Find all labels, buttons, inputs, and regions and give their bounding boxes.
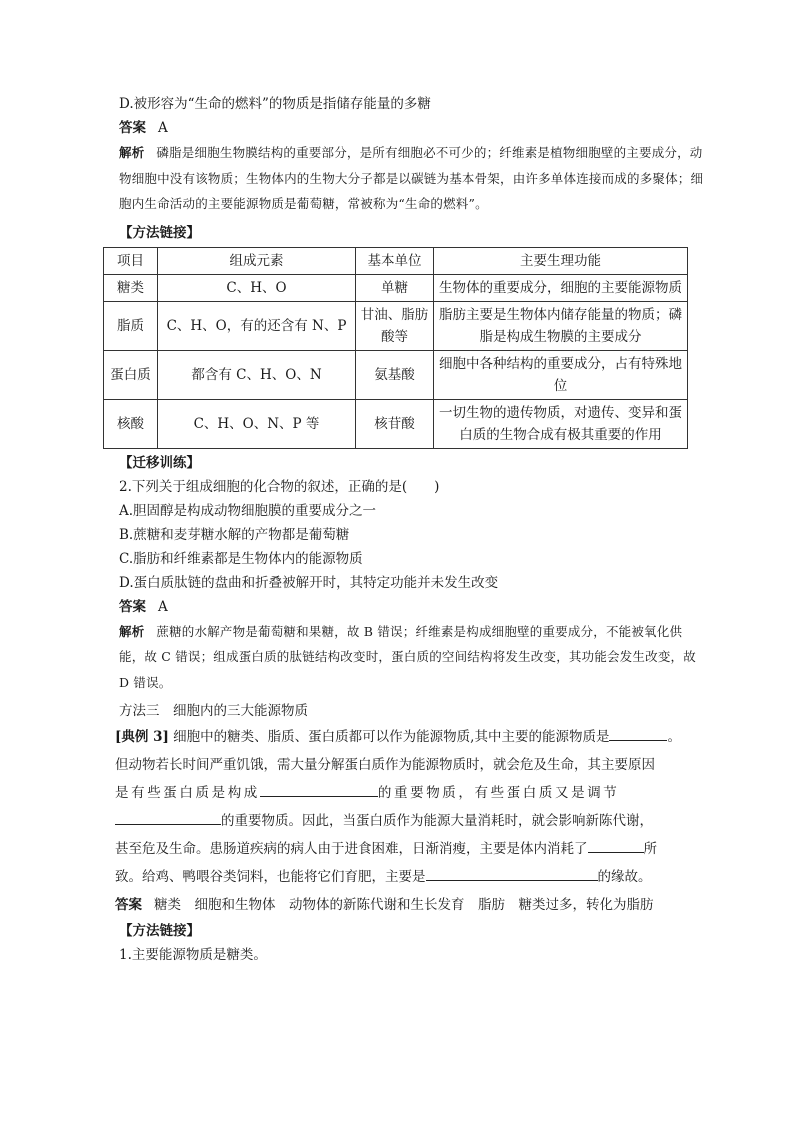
analysis-label: 解析 (119, 623, 145, 639)
example-text: 所 (643, 841, 657, 857)
table-cell: 糖类 (104, 274, 158, 301)
table-cell: C、H、O、N、P 等 (158, 399, 356, 448)
table-header-cell: 主要生理功能 (434, 247, 688, 274)
table-cell: 细胞中各种结构的重要成分，占有特殊地位 (434, 350, 688, 399)
table-row (104, 301, 688, 350)
example-label: [典例 3] (115, 729, 169, 745)
table-row (104, 399, 688, 448)
answer-value: 细胞和生物体 (194, 897, 276, 913)
answer-value: 动物体的新陈代谢和生长发育 (289, 897, 465, 913)
example-text: 致。给鸡、鸭喂谷类饲料，也能将它们育肥，主要是 (115, 869, 426, 885)
analysis-text: 蔗糖的水解产物是葡萄糖和果糖，故 B 错误；纤维素是构成细胞壁的重要成分，不能被氧化供能，故 C 错误；组成蛋白质的肽链结构改变时，蛋白质的空间结构将发生改变，其功能会发生改变，故 D 错误。 (119, 623, 696, 690)
answer-label: 答案 (119, 120, 146, 136)
fill-blank (260, 781, 378, 797)
analysis-text: 磷脂是细胞生物膜结构的重要部分，是所有细胞必不可少的；纤维素是植物细胞壁的主要成分，动物细胞中没有该物质；生物体内的生物大分子都是以碳链为基本骨架，由许多单体连接而成的多聚体；细胞内生命活动的主要能源物质是葡萄糖，常被称为“生命的燃料”。 (119, 145, 704, 211)
answer-value: 糖类 (154, 897, 181, 913)
table-cell: 都含有 C、H、O、N (158, 350, 356, 399)
example-line (115, 863, 685, 891)
example-text: 细胞中的糖类、脂质、蛋白质都可以作为能源物质,其中主要的能源物质是 (173, 729, 610, 745)
option-d: D.蛋白质肽链的盘曲和折叠被解开时，其特定功能并未发生改变 (119, 574, 499, 591)
document-page (110, 92, 705, 967)
answer-line (119, 116, 705, 140)
answer-line (119, 595, 705, 619)
example-text: 。 (667, 729, 681, 745)
example-line (115, 723, 685, 751)
table-cell: 甘油、脂肪酸等 (356, 301, 434, 350)
example-3-paragraph (115, 723, 685, 919)
answer-value: A (158, 120, 168, 136)
fill-blank (588, 837, 644, 853)
option-d: D.被形容为“生命的燃料”的物质是指储存能量的多糖 (119, 96, 431, 112)
method-link-heading: 【方法链接】 (119, 224, 200, 241)
table-row (104, 274, 688, 301)
fill-blank (609, 725, 667, 741)
example-line (115, 779, 685, 807)
table-header-cell: 基本单位 (356, 247, 434, 274)
example-text: 的重要物质，有些蛋白质又是调节 (377, 785, 620, 801)
option-a: A.胆固醇是构成动物细胞膜的重要成分之一 (119, 502, 377, 519)
analysis-label: 解析 (119, 145, 145, 160)
example-text: 是有些蛋白质是构成 (115, 785, 260, 801)
table-cell: 脂肪主要是生物体内储存能量的物质；磷脂是构成生物膜的主要成分 (434, 301, 688, 350)
fill-blank (426, 865, 598, 881)
analysis-block (119, 140, 705, 217)
table-header-cell: 组成元素 (158, 247, 356, 274)
example-line: 但动物若长时间严重饥饿，需大量分解蛋白质作为能源物质时，就会危及生命，其主要原因 (115, 757, 655, 773)
table-cell: 脂质 (104, 301, 158, 350)
analysis-block (119, 619, 705, 696)
table-cell: C、H、O (158, 274, 356, 301)
answer-value: 糖类过多，转化为脂肪 (518, 897, 654, 913)
table-header-cell: 项目 (104, 247, 158, 274)
answer-line (115, 891, 685, 919)
table-cell: 生物体的重要成分，细胞的主要能源物质 (434, 274, 688, 301)
answer-label: 答案 (115, 897, 142, 913)
table-row (104, 350, 688, 399)
method-link-heading: 【方法链接】 (119, 923, 200, 939)
table-cell: 核苷酸 (356, 399, 434, 448)
table-cell: C、H、O，有的还含有 N、P (158, 301, 356, 350)
example-text: 的缘故。 (597, 869, 652, 885)
compound-table (103, 247, 688, 449)
fill-blank (115, 809, 221, 825)
answer-label: 答案 (119, 598, 146, 615)
table-header-row (104, 247, 688, 274)
option-b: B.蔗糖和麦芽糖水解的产物都是葡萄糖 (119, 526, 350, 543)
example-line (115, 835, 685, 863)
question-2: 2.下列关于组成细胞的化合物的叙述，正确的是( ) (119, 478, 440, 495)
answer-value: 脂肪 (478, 897, 505, 913)
answer-value: A (158, 598, 168, 615)
table-cell: 一切生物的遗传物质，对遗传、变异和蛋白质的生物合成有极其重要的作用 (434, 399, 688, 448)
example-text: 的重要物质。因此，当蛋白质作为能源大量消耗时，就会影响新陈代谢， (221, 813, 653, 829)
method-three-heading: 方法三 细胞内的三大能源物质 (119, 703, 308, 719)
table-cell: 氨基酸 (356, 350, 434, 399)
option-c: C.脂肪和纤维素都是生物体内的能源物质 (119, 550, 363, 567)
table-cell: 单糖 (356, 274, 434, 301)
example-line (115, 807, 685, 835)
bottom-line: 1.主要能源物质是糖类。 (119, 947, 267, 963)
table-cell: 核酸 (104, 399, 158, 448)
table-cell: 蛋白质 (104, 350, 158, 399)
transfer-training-heading: 【迁移训练】 (119, 454, 200, 471)
example-text: 甚至危及生命。患肠道疾病的病人由于进食困难，日渐消瘦，主要是体内消耗了 (115, 841, 588, 857)
